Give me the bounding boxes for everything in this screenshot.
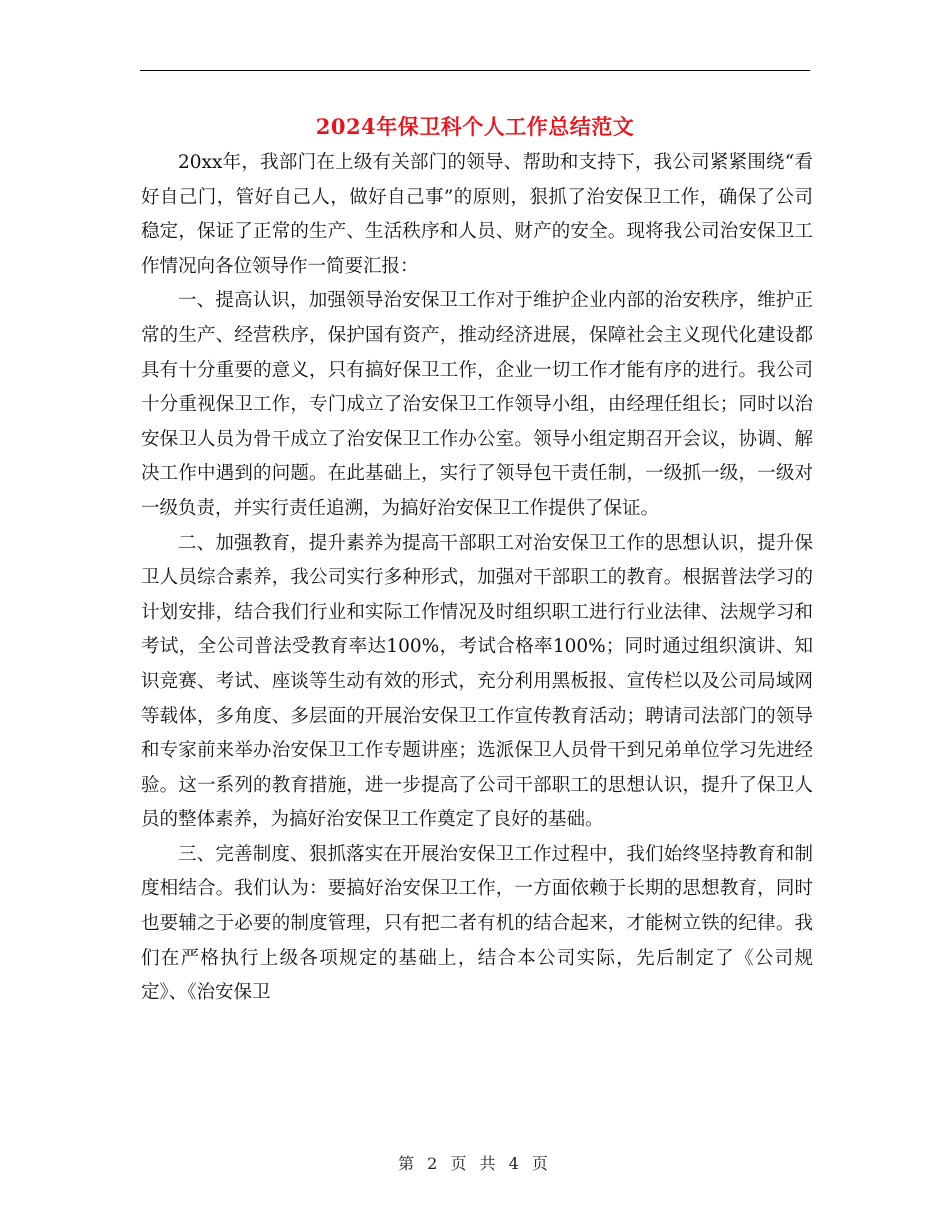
- paragraph-section-3: 三、完善制度、狠抓落实在开展治安保卫工作过程中，我们始终坚持教育和制度相结合。我们认为：要搞好治安保卫工作，一方面依赖于长期的思想教育，同时也要辅之于必要的制度管理，只有把二者有机的结合起来，才能树立铁的纪律。我们在严格执行上级各项规定的基础上，结合本公司实际，先后制定了《公司规定》、《治安保卫: [141, 843, 813, 1004]
- document-title: 2024年保卫科个人工作总结范文: [315, 114, 635, 139]
- paragraph-section-2: 二、加强教育，提升素养为提高干部职工对治安保卫工作的思想认识，提升保卫人员综合素养，我公司实行多种形式，加强对干部职工的教育。根据普法学习的计划安排，结合我们行业和实际工作情况及时组织职工进行行业法律、法规学习和考试，全公司普法受教育率达100%，考试合格率100%；同时通过组织演讲、知识竞赛、考试、座谈等生动有效的形式，充分利用黑板报、宣传栏以及公司局域网等载体，多角度、多层面的开展治安保卫工作宣传教育活动；聘请司法部门的领导和专家前来举办治安保卫工作专题讲座；选派保卫人员骨干到兄弟单位学习先进经验。这一系列的教育措施，进一步提高了公司干部职工的思想认识，提升了保卫人员的整体素养，为搞好治安保卫工作奠定了良好的基础。: [141, 532, 813, 831]
- paragraph-section-1: 一、提高认识，加强领导治安保卫工作对于维护企业内部的治安秩序，维护正常的生产、经营秩序，保护国有资产，推动经济进展，保障社会主义现代化建设都具有十分重要的意义，只有搞好保卫工作，企业一切工作才能有序的进行。我公司十分重视保卫工作，专门成立了治安保卫工作领导小组，由经理任组长；同时以治安保卫人员为骨干成立了治安保卫工作办公室。领导小组定期召开会议，协调、解决工作中遇到的问题。在此基础上，实行了领导包干责任制，一级抓一级，一级对一级负责，并实行责任追溯，为搞好治安保卫工作提供了保证。: [141, 290, 813, 519]
- header-rule: [140, 70, 810, 71]
- page-number: 第 2 页 共 4 页: [398, 1154, 552, 1173]
- document-body: [141, 146, 813, 1011]
- paragraph-intro: 20xx年，我部门在上级有关部门的领导、帮助和支持下，我公司紧紧围绕“看好自己门，管好自己人，做好自己事”的原则，狠抓了治安保卫工作，确保了公司稳定，保证了正常的生产、生活秩序和人员、财产的安全。现将我公司治安保卫工作情况向各位领导作一简要汇报：: [141, 152, 813, 277]
